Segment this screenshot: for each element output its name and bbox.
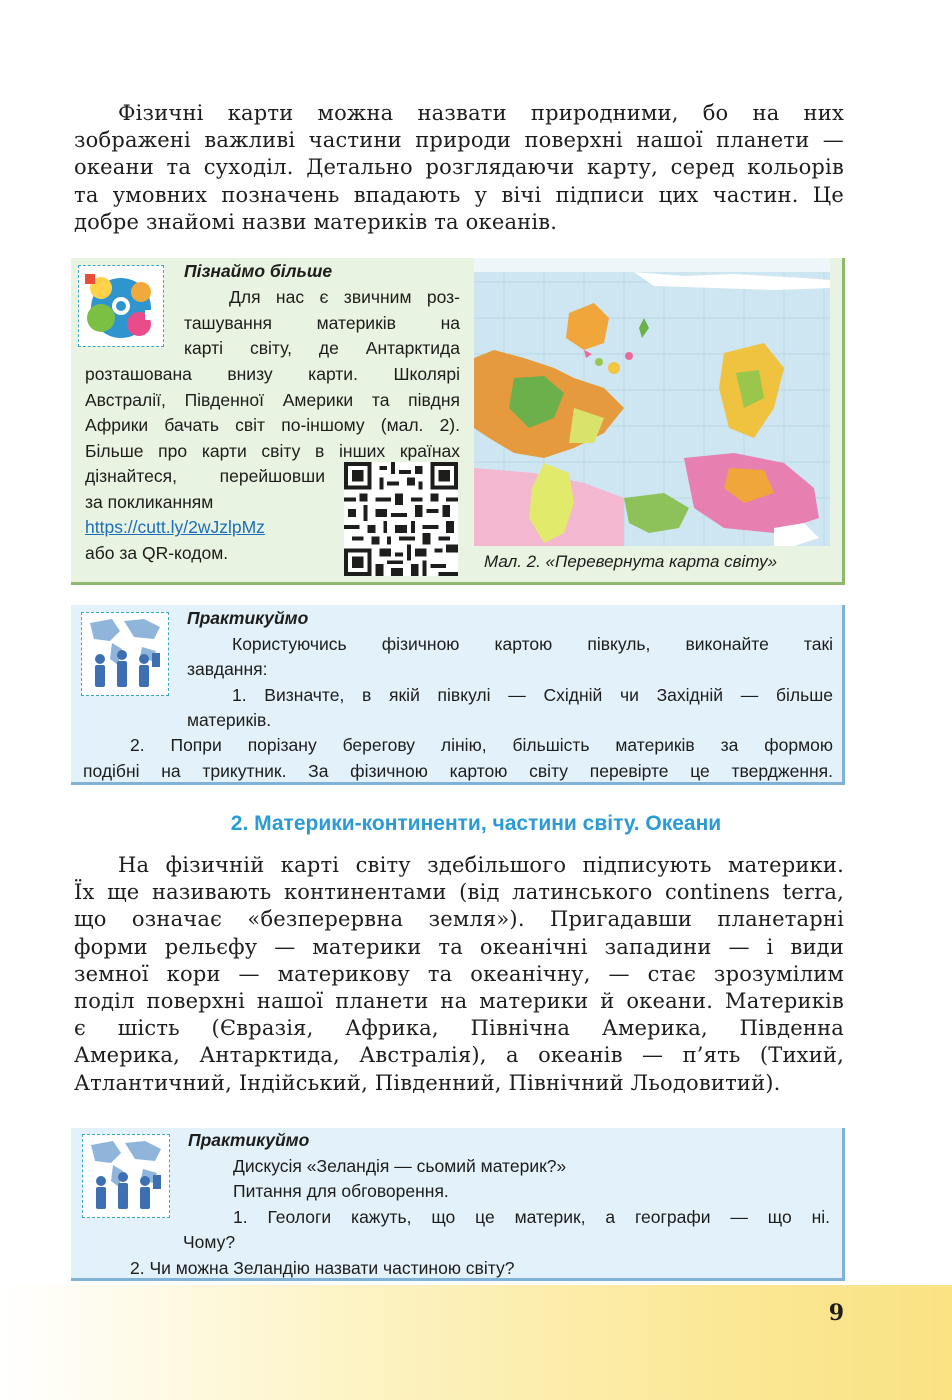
know-more-line: Для нас є звичним роз- <box>229 287 460 307</box>
know-more-line: Більше про карти світу в інших країнах <box>85 440 460 461</box>
know-more-body-bottom <box>85 464 325 566</box>
map-caption: Мал. 2. «Перевернута карта світу» <box>484 552 778 571</box>
know-more-line: за покликанням <box>85 491 214 512</box>
practice-1-line: подібні на трикутник. За фізичною картою світу перевірте це твердження. <box>83 760 833 781</box>
main-line: Їх ще називають континентами (від латинського continens terra, <box>74 880 844 905</box>
main-line: На фізичній карті світу здебільшого підписують материки. <box>118 853 844 877</box>
practice-2-top <box>188 1128 830 1230</box>
section-heading: 2. Материки-континенти, частини світу. Океани <box>230 812 722 835</box>
footer-band <box>0 1285 952 1400</box>
know-more-body-top <box>184 285 460 362</box>
practice-1-line: завдання: <box>187 659 268 680</box>
know-more-line: ташування материків на <box>184 312 460 333</box>
main-line: Атлантичний, Індійський, Південний, Північний Льодовитий). <box>74 1070 781 1095</box>
main-line: є шість (Євразія, Африка, Північна Америка, Південна <box>74 1016 844 1041</box>
know-more-line: карті світу, де Антарктида <box>184 338 460 359</box>
practice-1-line: 1. Визначте, в якій півкулі — Східній чи Західній — більше <box>232 684 833 705</box>
practice-1-line: материків. <box>187 710 272 731</box>
intro-line: добре знайомі назви материків та океанів. <box>74 209 558 234</box>
practice-2-title: Практикуймо <box>188 1130 310 1150</box>
practice-2-bottom-2 <box>130 1256 770 1282</box>
cutt-link[interactable]: https://cutt.ly/2wJzlpMz <box>85 517 265 538</box>
practice-1-line: 2. Попри порізану берегову лінію, більшість материків за формою <box>130 735 833 755</box>
intro-line: та умовних позначень впадають у вічі підписи цих частин. Це <box>74 182 844 207</box>
main-line: поділ поверхні нашої планети на материки й океани. Материків <box>74 989 844 1014</box>
qr-code[interactable] <box>344 462 458 576</box>
practice-1-title: Практикуймо <box>187 608 309 628</box>
know-more-line: Австралії, Південної Америки та півдня <box>85 389 460 410</box>
practice-2-line: Дискусія «Зеландія — сьомий материк?» <box>233 1155 567 1176</box>
know-more-line: дізнайтеся, перейшовши <box>85 466 325 486</box>
practice-1-line: Користуючись фізичною картою півкуль, виконайте такі <box>232 633 833 654</box>
know-more-title: Пізнаймо більше <box>184 261 333 281</box>
practice-1-bottom <box>83 733 833 784</box>
intro-line: Фізичні карти можна назвати природними, бо на них <box>118 101 844 125</box>
practice-2-line: 2. Чи можна Зеландію назвати частиною світу? <box>130 1258 515 1278</box>
upside-down-world-map <box>474 258 830 546</box>
practice-2-bottom <box>183 1230 823 1256</box>
main-line: Америка, Антарктида, Австралія), а океанів — п’ять (Тихий, <box>74 1043 844 1068</box>
learn-more-icon <box>78 265 164 347</box>
practice-1-top <box>187 606 833 734</box>
know-more-body-mid <box>85 362 460 464</box>
main-paragraph <box>74 852 844 1097</box>
practice-2-line: Питання для обговорення. <box>233 1181 449 1202</box>
main-line: земної кори — материкову та океанічну, — стає зрозумілим <box>74 961 844 986</box>
know-more-line: або за QR-кодом. <box>85 542 229 563</box>
main-line: що означає «безперервна земля»). Пригадавши планетарні <box>74 907 844 932</box>
know-more-text <box>184 259 460 285</box>
main-line: форми рельєфу — материки та океанічні западини — і види <box>74 934 844 959</box>
practice-2-line: 1. Геологи кажуть, що це материк, а географи — що ні. <box>233 1206 830 1227</box>
practice-2-line: Чому? <box>183 1232 236 1252</box>
intro-line: океани та суходіл. Детально розглядаючи карту, серед кольорів <box>74 155 844 180</box>
page-number: 9 <box>828 1300 844 1326</box>
intro-paragraph <box>74 100 844 236</box>
practice-icon <box>82 1134 170 1218</box>
intro-line: зображені важливі частини природи поверхні нашої планети — <box>74 128 844 153</box>
practice-icon <box>81 612 169 696</box>
know-more-line: Африки бачать світ по-іншому (мал. 2). <box>85 415 460 436</box>
know-more-line: розташована внизу карти. Школярі <box>85 364 460 384</box>
